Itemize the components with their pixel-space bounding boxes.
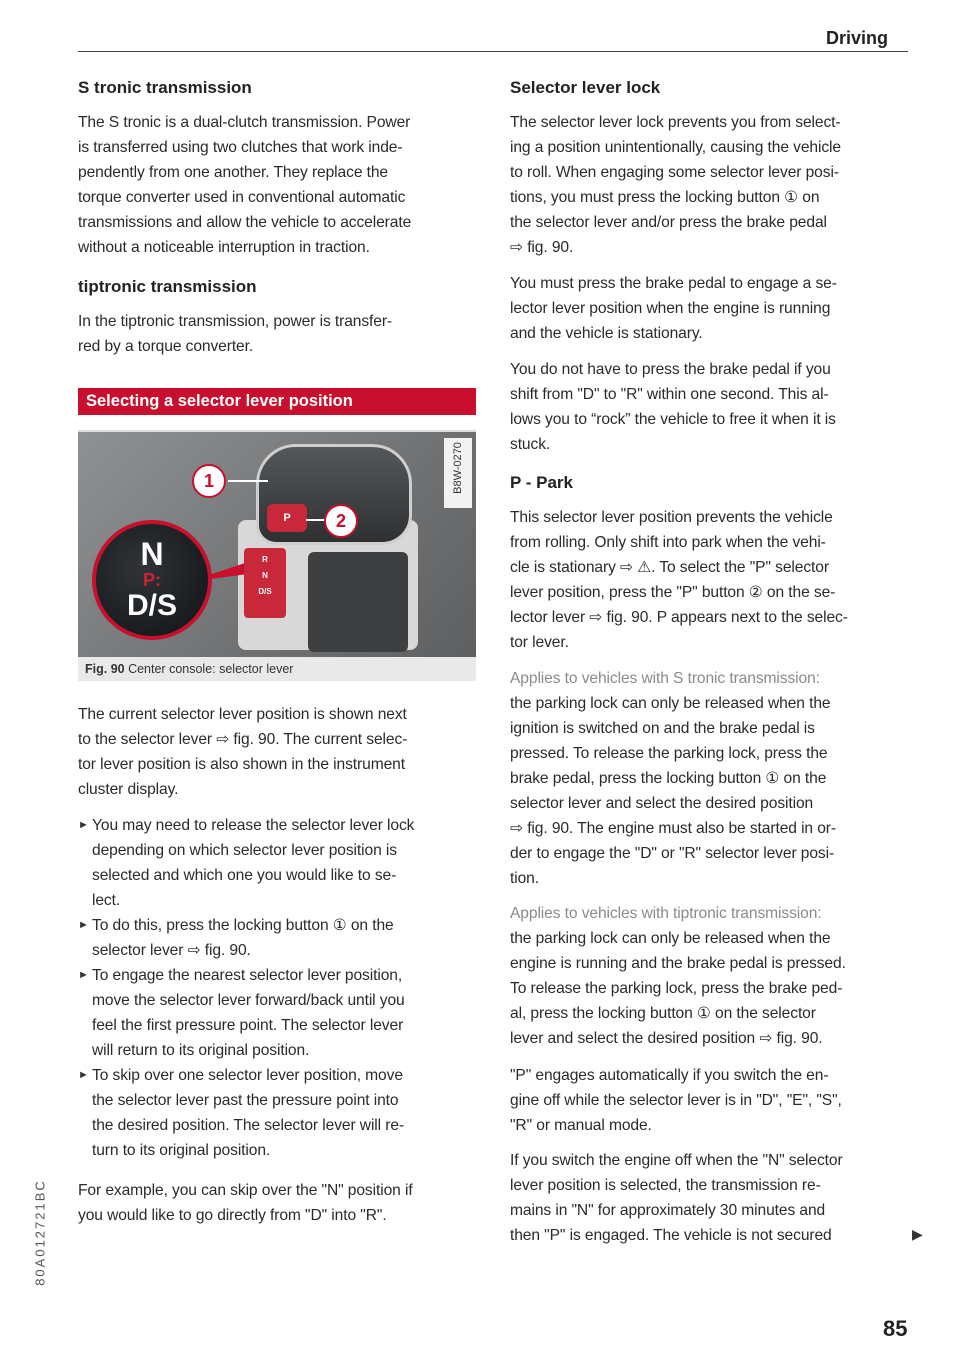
lens-p: P: [143,570,161,590]
bullet-text: To do this, press the locking button ① on the selector lever ⇨ fig. 90. [92,917,394,959]
figure-number: Fig. 90 [85,662,125,676]
lens-ds: D/S [126,589,177,622]
page-number: 85 [883,1316,908,1341]
bullet-marker: ► [78,919,89,931]
section-header: Driving [826,28,889,48]
figure-caption [78,657,476,681]
bullet-marker: ► [78,1069,89,1081]
paragraph-example: For example, you can skip over the "N" position if you would like to go directly from "D" into "R". [78,1182,413,1224]
paragraph-park-tiptronic: the parking lock can only be released when the engine is running and the brake pedal is pressed. To release the parking lock, press the brake ped- al, press the locking button ① on the selector lever and select the desired position ⇨ fig. 90. [510,930,846,1047]
heading-tiptronic: tiptronic transmission [78,277,257,296]
continue-arrow-icon: ▶ [912,1226,923,1242]
bullet-text: To engage the nearest selector lever position, move the selector lever forward/back until you feel the first pressure point. The selector lever will return to its original position. [92,967,405,1059]
figure-caption-text: Center console: selector lever [128,662,294,676]
paragraph-auto-park: "P" engages automatically if you switch the en- gine off while the selector lever is in "D", "E", "S", "R" or manual mode. [510,1067,842,1134]
applies-s-tronic: Applies to vehicles with S tronic transmission: [510,670,820,687]
paragraph-park: This selector lever position prevents the vehicle from rolling. Only shift into park when the vehi- cle is stationary ⇨ ⚠. To select the "P" selector lever position, press the "P" button ② on the se- lector lever ⇨ fig. 90. P appears next to the selec- tor lever. [510,509,848,651]
heading-park: P - Park [510,473,574,492]
gate-ds: D/S [258,587,272,596]
lens-n: N [140,536,164,572]
bullet-marker: ► [78,819,89,831]
paragraph-neutral: If you switch the engine off when the "N" selector lever position is selected, the transmission re- mains in "N" for approximately 30 minutes and then "P" is engaged. The vehicle is not secured [510,1152,843,1244]
lever-boot [308,552,408,652]
bullet-marker: ► [78,969,89,981]
figure-selector-lever [78,430,476,659]
paragraph-lock-3: You do not have to press the brake pedal if you shift from "D" to "R" within one second. This al- lows you to “rock” the vehicle to free it when it is stuck. [510,361,836,453]
heading-selector-lock: Selector lever lock [510,78,661,97]
heading-s-tronic: S tronic transmission [78,78,252,97]
section-banner: Selecting a selector lever position [78,388,476,415]
gate-n: N [262,571,268,580]
p-button: P [267,504,307,532]
paragraph-current-position: The current selector lever position is shown next to the selector lever ⇨ fig. 90. The current selec- tor lever position is also shown in the instrument cluster display. [78,706,408,798]
callout-1: 1 [192,464,226,498]
paragraph-lock-1: The selector lever lock prevents you from select- ing a position unintentionally, causing the vehicle to roll. When engaging some selector lever posi- tions, you must press the locking button ① on the selector lever and/or press the brake pedal ⇨ fig. 90. [510,114,841,256]
applies-tiptronic: Applies to vehicles with tiptronic transmission: [510,905,822,922]
paragraph-tiptronic: In the tiptronic transmission, power is transfer- red by a torque converter. [78,313,393,355]
document-code: 80A012721BC [32,1179,48,1286]
paragraph-lock-2: You must press the brake pedal to engage a se- lector lever position when the engine is running and the vehicle is stationary. [510,275,837,342]
header-rule [78,51,908,52]
paragraph-park-s-tronic: the parking lock can only be released when the ignition is switched on and the brake pedal is pressed. To release the parking lock, press the brake pedal, press the locking button ① on the selector lever and select the desired position ⇨ fig. 90. The engine must also be started in or- der to engage the "D" or "R" selector lever posi- tion. [510,695,836,887]
display-lens [92,520,212,640]
paragraph-s-tronic: The S tronic is a dual-clutch transmission. Power is transferred using two clutches that work inde- pendently from one another. They replace the torque converter used in conventional automatic transmissions and allow the vehicle to accelerate without a noticeable interruption in traction. [78,114,412,256]
callout-2: 2 [324,504,358,538]
figure-code: B8W-0270 [452,442,464,494]
bullet-text: You may need to release the selector lever lock depending on which selector lever position is selected and which one you would like to se- lect. [92,817,415,909]
gate-panel [244,548,286,618]
callout-line-1 [228,480,268,482]
bullet-text: To skip over one selector lever position, move the selector lever past the pressure point into the desired position. The selector lever will re- turn to its original position. [92,1067,405,1159]
gate-r: R [262,555,268,564]
